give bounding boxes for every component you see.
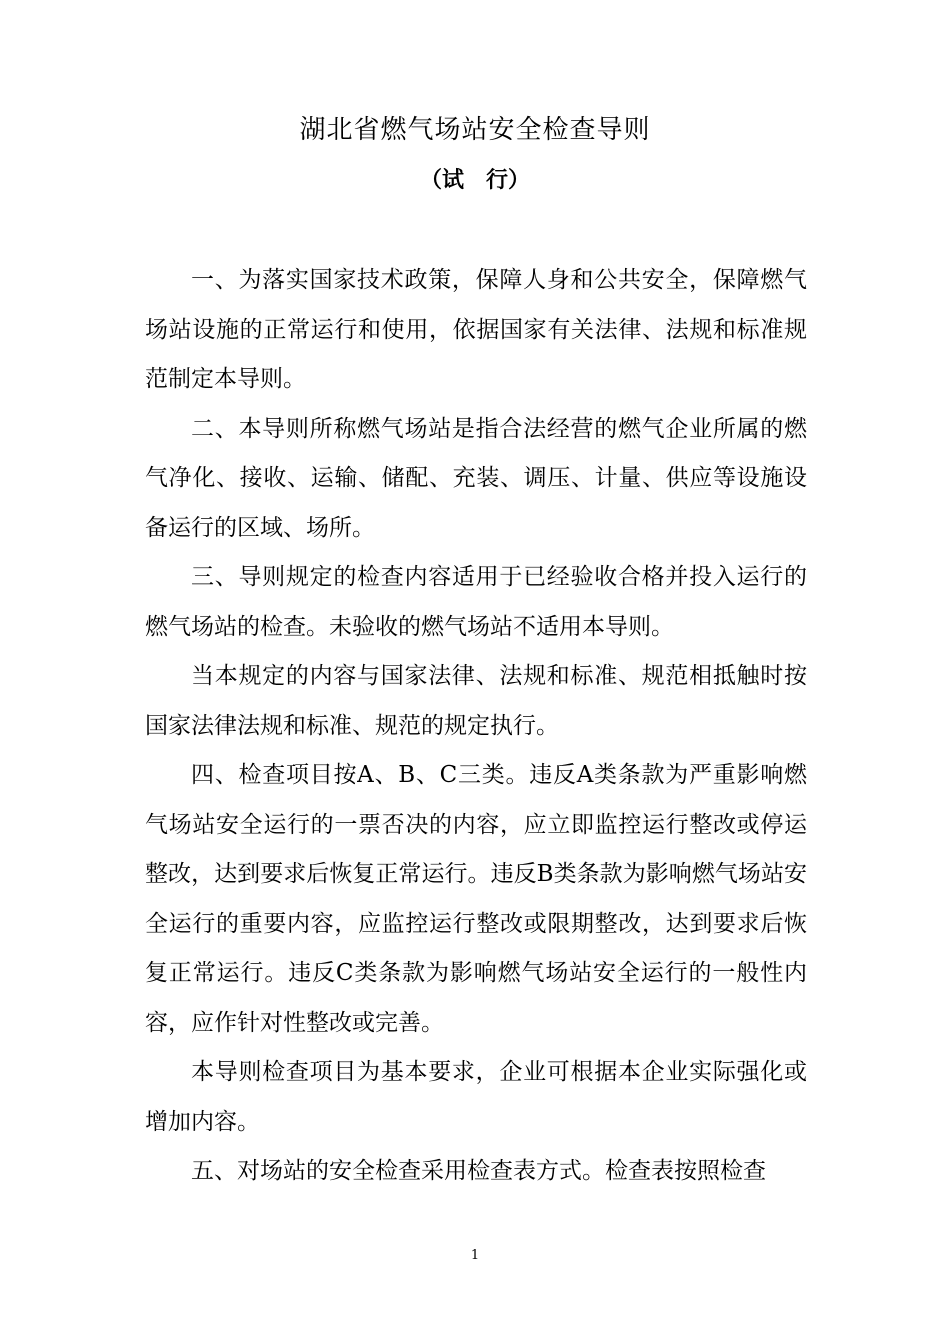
document-title: 湖北省燃气场站安全检查导则 xyxy=(299,115,651,145)
paragraph-7: 五、对场站的安全检查采用检查表方式。检查表按照检查 xyxy=(191,1158,766,1184)
paragraph-4: 当本规定的内容与国家法律、法规和标准、规范相抵触时按国家法律法规和标准、规范的规定执行。 xyxy=(145,663,807,739)
document-body xyxy=(145,256,807,1197)
paragraph-1: 一、为落实国家技术政策，保障人身和公共安全，保障燃气场站设施的正常运行和使用，依据国家有关法律、法规和标准规范制定本导则。 xyxy=(145,267,807,392)
paragraph-2: 二、本导则所称燃气场站是指合法经营的燃气企业所属的燃气净化、接收、运输、储配、充装、调压、计量、供应等设施设备运行的区域、场所。 xyxy=(145,415,807,541)
paragraph-3: 三、导则规定的检查内容适用于已经验收合格并投入运行的燃气场站的检查。未验收的燃气场站不适用本导则。 xyxy=(145,564,807,640)
page-number: 1 xyxy=(470,1248,480,1263)
document-subtitle: （试 行） xyxy=(419,167,530,193)
paragraph-6: 本导则检查项目为基本要求，企业可根据本企业实际强化或增加内容。 xyxy=(145,1059,807,1135)
paragraph-5: 四、检查项目按A、B、C三类。违反A类条款为严重影响燃气场站安全运行的一票否决的内容，应立即监控运行整改或停运整改，达到要求后恢复正常运行。违反B类条款为影响燃气场站安全运行的重要内容，应监控运行整改或限期整改，达到要求后恢复正常运行。违反C类条款为影响燃气场站安全运行的一般性内容，应作针对性整改或完善。 xyxy=(145,762,807,1036)
